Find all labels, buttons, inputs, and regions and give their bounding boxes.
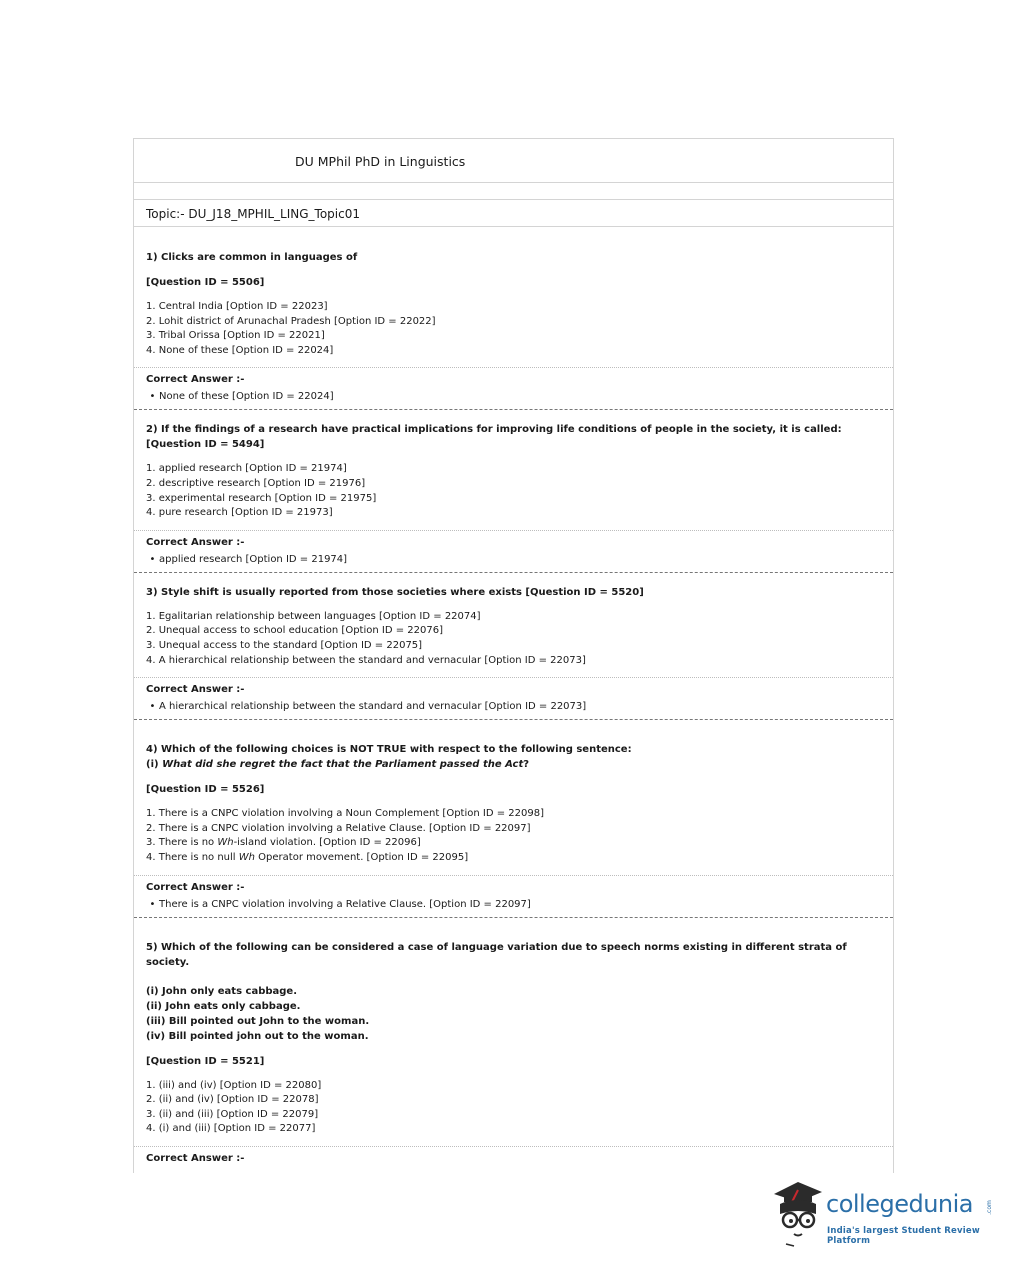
option: 3. Tribal Orissa [Option ID = 22021] [146, 330, 325, 342]
correct-answer: A hierarchical relationship between the standard and vernacular [Option ID = 22073] [159, 701, 587, 713]
option: 4. There is no null Wh Operator movement. [Option ID = 22095] [146, 851, 469, 863]
option: 2. Lohit district of Arunachal Pradesh [Option ID = 22022] [146, 315, 436, 327]
option: 4. pure research [Option ID = 21973] [146, 507, 333, 519]
question-id: [Question ID = 5526] [146, 784, 265, 796]
option: 2. Unequal access to school education [Option ID = 22076] [146, 625, 443, 637]
option: 3. Unequal access to the standard [Option ID = 22075] [146, 639, 423, 651]
sentence-prefix: (i) [146, 759, 163, 771]
example-sentence: (i) John only eats cabbage. [146, 985, 298, 997]
answer-title: Correct Answer :- [146, 1152, 245, 1164]
question-id: [Question ID = 5506] [146, 277, 265, 288]
answer-block-3 [134, 677, 893, 719]
answer-title: Correct Answer :- [146, 881, 245, 893]
bullet: • [149, 391, 156, 403]
question-5 [134, 918, 893, 1137]
question-2 [134, 410, 893, 520]
paper-title: DU MPhil PhD in Linguistics [134, 139, 893, 183]
example-sentence: (iv) Bill pointed john out to the woman. [146, 1030, 369, 1042]
bullet: • [149, 701, 156, 713]
option: 4. None of these [Option ID = 22024] [146, 344, 334, 356]
example-sentence: (ii) John eats only cabbage. [146, 1000, 301, 1012]
question-4 [134, 720, 893, 865]
option: 1. applied research [Option ID = 21974] [146, 463, 347, 475]
question-text: 1) Clicks are common in languages of [146, 252, 358, 263]
correct-answer: There is a CNPC violation involving a Relative Clause. [Option ID = 22097] [159, 898, 531, 910]
correct-answer: applied research [Option ID = 21974] [159, 553, 348, 565]
logo-wordmark: collegedunia [826, 1190, 974, 1218]
bullet: • [149, 553, 156, 565]
option: 2. (ii) and (iv) [Option ID = 22078] [146, 1094, 319, 1106]
example-sentence: (iii) Bill pointed out John to the woman. [146, 1015, 370, 1027]
sentence-suffix: ? [523, 759, 530, 771]
option: 3. (ii) and (iii) [Option ID = 22079] [146, 1108, 319, 1120]
option: 1. There is a CNPC violation involving a Noun Complement [Option ID = 22098] [146, 808, 544, 820]
answer-title: Correct Answer :- [146, 684, 245, 696]
option: 2. descriptive research [Option ID = 21976] [146, 477, 366, 489]
sentence-italic: What did she regret the fact that the Parliament passed the Act [162, 759, 524, 771]
option: 3. There is no Wh-island violation. [Option ID = 22096] [146, 837, 421, 849]
option: 4. (i) and (iii) [Option ID = 22077] [146, 1123, 316, 1135]
question-text: 3) Style shift is usually reported from those societies where exists [Question ID = 5520] [146, 586, 644, 598]
answer-block-2 [134, 530, 893, 572]
question-id: [Question ID = 5521] [146, 1055, 265, 1067]
mascot-icon [768, 1178, 828, 1248]
option: 1. Central India [Option ID = 22023] [146, 301, 328, 312]
answer-title: Correct Answer :- [146, 374, 245, 386]
answer-block-1 [134, 367, 893, 409]
option: 1. (iii) and (iv) [Option ID = 22080] [146, 1079, 322, 1091]
option: 4. A hierarchical relationship between the standard and vernacular [Option ID = 22073] [146, 654, 586, 666]
correct-answer: None of these [Option ID = 22024] [159, 391, 334, 403]
spacer-row [134, 183, 893, 200]
option: 3. experimental research [Option ID = 21975] [146, 492, 377, 504]
topic-heading: Topic:- DU_J18_MPHIL_LING_Topic01 [134, 200, 893, 227]
question-text: 5) Which of the following can be considered a case of language variation due to speech norms existing in different strata of society. [146, 941, 847, 968]
question-1 [134, 227, 893, 358]
option: 2. There is a CNPC violation involving a Relative Clause. [Option ID = 22097] [146, 822, 531, 834]
logo-suffix: .com [985, 1200, 993, 1215]
bullet: • [149, 898, 156, 910]
logo-tagline: India's largest Student Review Platform [827, 1226, 980, 1246]
option: 1. Egalitarian relationship between languages [Option ID = 22074] [146, 610, 481, 622]
answer-block-5 [134, 1146, 893, 1166]
question-text: 2) If the findings of a research have practical implications for improving life conditions of people in the society, it is called: [Question ID = 5494] [146, 424, 842, 451]
question-text: 4) Which of the following choices is NOT TRUE with respect to the following sentence: [146, 744, 632, 756]
answer-title: Correct Answer :- [146, 536, 245, 548]
question-3 [134, 573, 893, 668]
question-paper [133, 138, 894, 1173]
answer-block-4 [134, 875, 893, 917]
collegedunia-logo [768, 1178, 998, 1248]
question-sentence [146, 757, 881, 772]
